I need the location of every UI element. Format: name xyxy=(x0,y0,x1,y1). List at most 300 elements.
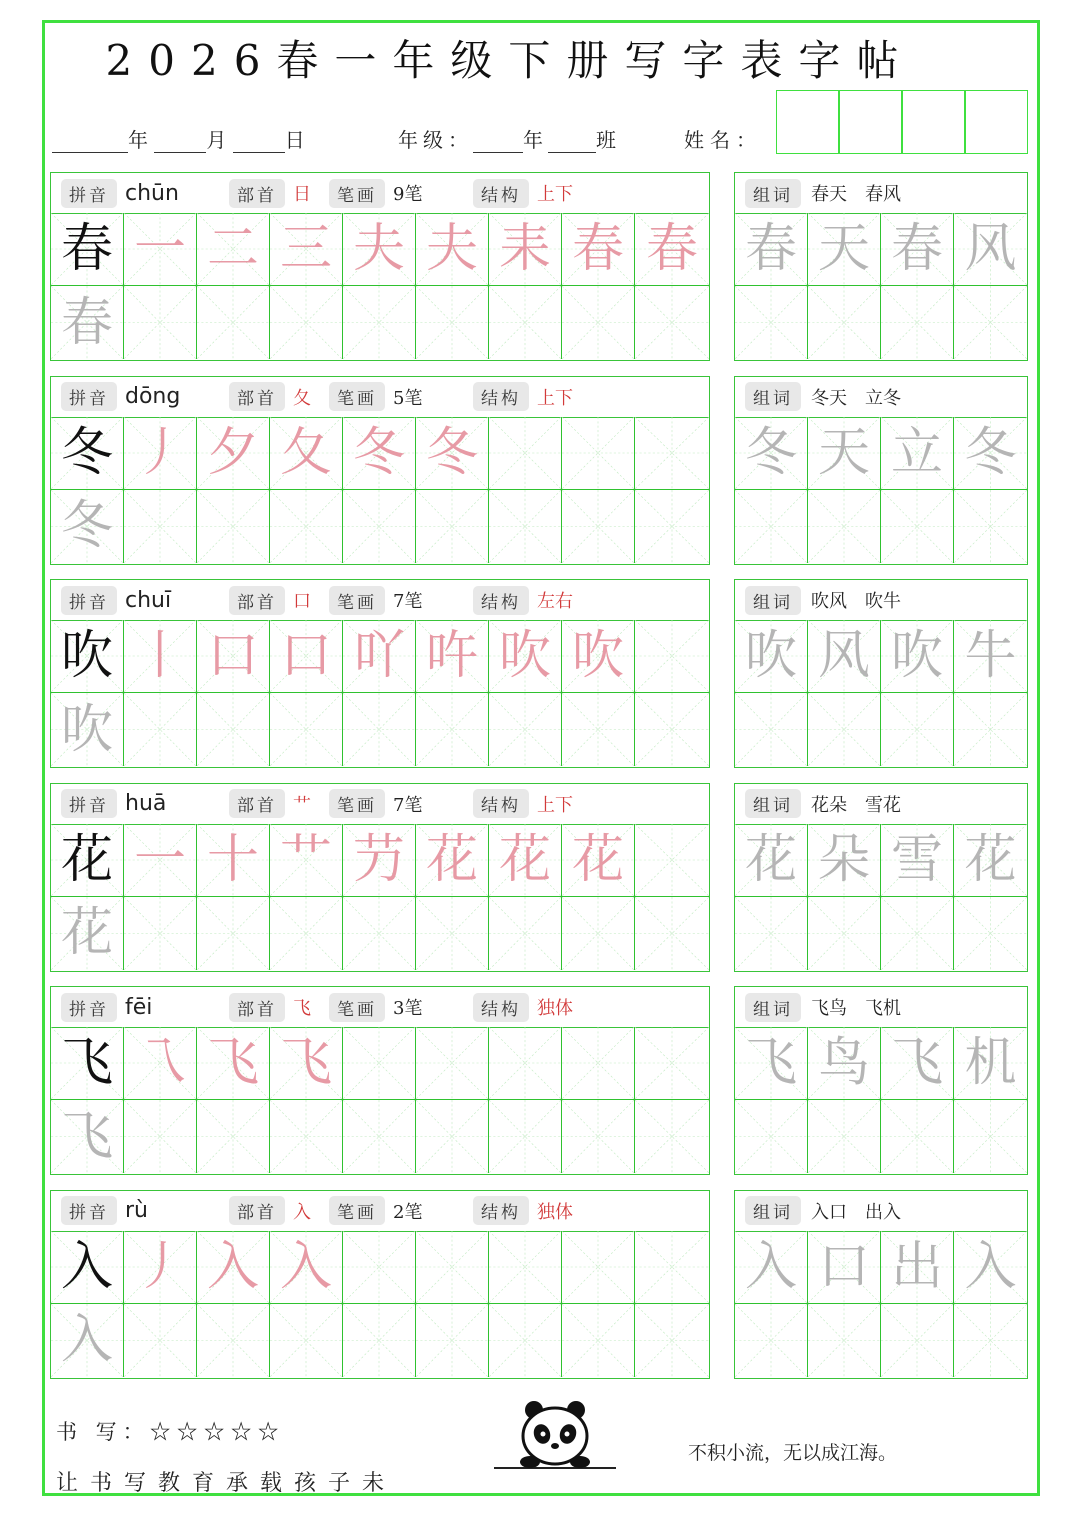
char-practice-block xyxy=(50,376,710,565)
word-cell[interactable] xyxy=(735,897,808,970)
practice-cell[interactable] xyxy=(270,824,343,897)
grade-year-blank[interactable] xyxy=(473,132,523,153)
practice-cell[interactable] xyxy=(562,1027,635,1100)
word-trace-character: 冬 xyxy=(744,422,797,483)
practice-cell[interactable] xyxy=(635,490,709,563)
practice-cell[interactable] xyxy=(197,490,270,563)
word-cell[interactable] xyxy=(808,1231,881,1304)
word-cell[interactable] xyxy=(735,490,808,563)
word-cell[interactable] xyxy=(735,286,808,359)
practice-cell[interactable] xyxy=(562,417,635,490)
practice-cell[interactable] xyxy=(124,1304,197,1377)
word-cell[interactable] xyxy=(954,213,1027,286)
practice-cell[interactable] xyxy=(416,1231,489,1304)
practice-cell[interactable] xyxy=(635,286,709,359)
word-row xyxy=(735,490,1027,563)
tianzige-guide xyxy=(416,286,488,359)
words-tag: 组词 xyxy=(745,586,801,615)
practice-cell[interactable] xyxy=(197,824,270,897)
structure-tag: 结构 xyxy=(473,993,529,1022)
practice-cell[interactable] xyxy=(270,213,343,286)
practice-cell[interactable] xyxy=(489,1231,562,1304)
words-tag: 组词 xyxy=(745,789,801,818)
practice-cell[interactable] xyxy=(489,490,562,563)
practice-cell[interactable] xyxy=(416,1100,489,1173)
word-trace-character: 冬 xyxy=(964,422,1017,483)
stroke-step-character: 冬 xyxy=(352,422,405,483)
practice-cell[interactable] xyxy=(197,213,270,286)
tianzige-guide xyxy=(489,417,561,489)
practice-cell[interactable] xyxy=(270,286,343,359)
practice-cell[interactable] xyxy=(343,417,416,490)
words-value: 入口 出入 xyxy=(811,1201,901,1223)
word-cell[interactable] xyxy=(808,620,881,693)
word-practice-block xyxy=(734,783,1028,972)
stroke-step-character: 艹 xyxy=(279,829,332,890)
practice-cell[interactable] xyxy=(197,417,270,490)
word-trace-character: 春 xyxy=(890,219,943,279)
practice-cell[interactable] xyxy=(124,286,197,359)
word-trace-character: 天 xyxy=(817,219,870,279)
year-blank[interactable] xyxy=(52,132,128,153)
practice-row xyxy=(51,286,709,359)
practice-cell[interactable] xyxy=(489,824,562,897)
practice-cell[interactable] xyxy=(416,897,489,970)
practice-cell[interactable] xyxy=(270,1304,343,1377)
stroke-step-character: 花 xyxy=(498,829,551,890)
practice-cell[interactable] xyxy=(635,693,709,766)
practice-cell[interactable] xyxy=(635,620,709,693)
stroke-step-character: 吹 xyxy=(571,626,624,686)
practice-cell[interactable] xyxy=(416,1027,489,1100)
word-row xyxy=(735,417,1027,490)
practice-cell[interactable] xyxy=(562,286,635,359)
practice-cell[interactable] xyxy=(416,693,489,766)
char-info-bar xyxy=(51,377,709,418)
practice-cell[interactable] xyxy=(635,213,709,286)
radical-value: 入 xyxy=(293,1201,311,1223)
structure-value: 独体 xyxy=(537,1201,573,1223)
class-blank[interactable] xyxy=(548,132,596,153)
practice-cell[interactable] xyxy=(124,1027,197,1100)
tianzige-guide xyxy=(881,897,953,970)
practice-cell[interactable] xyxy=(343,620,416,693)
word-practice-block xyxy=(734,986,1028,1175)
word-cell[interactable] xyxy=(881,1027,954,1100)
tianzige-guide xyxy=(954,1304,1027,1377)
word-trace-character: 牛 xyxy=(964,626,1017,686)
stroke-step-character: 花 xyxy=(571,829,624,890)
words-tag: 组词 xyxy=(745,382,801,411)
word-cell[interactable] xyxy=(881,213,954,286)
tianzige-guide xyxy=(124,286,196,359)
practice-cell[interactable] xyxy=(416,417,489,490)
word-trace-character: 飞 xyxy=(744,1033,797,1093)
words-value: 花朵 雪花 xyxy=(811,794,901,816)
word-practice-block xyxy=(734,579,1028,768)
word-cell[interactable] xyxy=(881,1231,954,1304)
strokes-value: 2笔 xyxy=(393,1201,423,1223)
tianzige-guide xyxy=(489,490,561,563)
practice-cell[interactable] xyxy=(416,490,489,563)
word-cell[interactable] xyxy=(735,1231,808,1304)
tianzige-guide xyxy=(124,490,196,563)
tianzige-guide xyxy=(124,897,196,970)
char-practice-block xyxy=(50,783,710,972)
practice-cell[interactable] xyxy=(635,1231,709,1304)
practice-cell[interactable] xyxy=(343,897,416,970)
practice-cell[interactable] xyxy=(197,620,270,693)
stroke-step-character: 飞 xyxy=(279,1033,332,1093)
tianzige-guide xyxy=(735,286,807,359)
name-box[interactable] xyxy=(965,90,1028,154)
tianzige-guide xyxy=(881,1304,953,1377)
word-row xyxy=(735,1231,1027,1304)
word-cell[interactable] xyxy=(954,1304,1027,1377)
month-blank[interactable] xyxy=(154,132,206,153)
practice-cell[interactable] xyxy=(51,620,124,693)
practice-cell[interactable] xyxy=(124,824,197,897)
word-cell[interactable] xyxy=(735,693,808,766)
tianzige-guide xyxy=(954,897,1027,970)
word-cell[interactable] xyxy=(881,897,954,970)
practice-cell[interactable] xyxy=(489,1304,562,1377)
structure-value: 左右 xyxy=(537,591,573,612)
practice-cell[interactable] xyxy=(635,1100,709,1173)
strokes-tag: 笔画 xyxy=(329,586,385,615)
tianzige-guide xyxy=(416,1304,488,1377)
word-info-bar xyxy=(735,580,1027,621)
practice-cell[interactable] xyxy=(124,1100,197,1173)
word-cell[interactable] xyxy=(954,620,1027,693)
tianzige-guide xyxy=(343,1027,415,1099)
practice-cell[interactable] xyxy=(51,1100,124,1173)
word-cell[interactable] xyxy=(881,286,954,359)
practice-cell[interactable] xyxy=(51,1231,124,1304)
day-label: 日 xyxy=(284,128,305,152)
tianzige-guide xyxy=(562,1027,634,1099)
tianzige-guide xyxy=(489,1304,561,1377)
practice-cell[interactable] xyxy=(270,1027,343,1100)
practice-cell[interactable] xyxy=(197,1231,270,1304)
tianzige-guide xyxy=(735,490,807,563)
tianzige-guide xyxy=(808,897,880,970)
word-cell[interactable] xyxy=(954,693,1027,766)
char-practice-block xyxy=(50,986,710,1175)
practice-cell[interactable] xyxy=(270,1231,343,1304)
practice-cell[interactable] xyxy=(635,1304,709,1377)
practice-cell[interactable] xyxy=(635,824,709,897)
practice-cell[interactable] xyxy=(124,693,197,766)
tianzige-guide xyxy=(635,286,709,359)
word-trace-character: 机 xyxy=(964,1033,1017,1093)
pinyin-value: huā xyxy=(125,791,167,816)
stroke-step-character: 夂 xyxy=(279,422,332,483)
practice-cell[interactable] xyxy=(489,286,562,359)
word-trace-character: 飞 xyxy=(890,1033,943,1093)
tianzige-guide xyxy=(416,1231,488,1303)
word-cell[interactable] xyxy=(954,1027,1027,1100)
word-cell[interactable] xyxy=(881,1304,954,1377)
tianzige-guide xyxy=(416,1100,488,1173)
tianzige-guide xyxy=(197,1304,269,1377)
word-cell[interactable] xyxy=(881,490,954,563)
pinyin-value: rù xyxy=(125,1198,148,1223)
practice-cell[interactable] xyxy=(124,897,197,970)
model-character: 吹 xyxy=(60,626,113,686)
word-cell[interactable] xyxy=(954,490,1027,563)
tianzige-guide xyxy=(489,1231,561,1303)
practice-cell[interactable] xyxy=(51,693,124,766)
practice-cell[interactable] xyxy=(51,897,124,970)
practice-cell[interactable] xyxy=(51,824,124,897)
word-cell[interactable] xyxy=(954,417,1027,490)
practice-cell[interactable] xyxy=(197,1100,270,1173)
word-cell[interactable] xyxy=(954,1231,1027,1304)
tianzige-guide xyxy=(124,1304,196,1377)
word-trace-character: 口 xyxy=(817,1236,870,1297)
tianzige-guide xyxy=(489,897,561,970)
practice-cell[interactable] xyxy=(489,897,562,970)
word-cell[interactable] xyxy=(735,417,808,490)
words-value: 冬天 立冬 xyxy=(811,387,901,409)
practice-cell[interactable] xyxy=(416,213,489,286)
trace-character: 飞 xyxy=(60,1106,113,1167)
word-cell[interactable] xyxy=(881,620,954,693)
tianzige-guide xyxy=(954,490,1027,563)
pinyin-tag: 拼音 xyxy=(61,1196,117,1225)
day-blank[interactable] xyxy=(233,132,285,153)
tianzige-guide xyxy=(808,490,880,563)
practice-cell[interactable] xyxy=(343,693,416,766)
tianzige-guide xyxy=(635,490,709,563)
practice-cell[interactable] xyxy=(343,1304,416,1377)
practice-cell[interactable] xyxy=(562,213,635,286)
pinyin-value: fēi xyxy=(125,994,153,1020)
word-cell[interactable] xyxy=(735,620,808,693)
practice-cell[interactable] xyxy=(270,417,343,490)
practice-cell[interactable] xyxy=(489,417,562,490)
practice-cell[interactable] xyxy=(635,897,709,970)
name-label: 姓名： xyxy=(684,128,762,152)
practice-cell[interactable] xyxy=(562,897,635,970)
practice-cell[interactable] xyxy=(124,490,197,563)
practice-cell[interactable] xyxy=(197,1027,270,1100)
model-character: 入 xyxy=(60,1236,113,1297)
radical-tag: 部首 xyxy=(229,179,285,208)
name-boxes[interactable] xyxy=(776,90,1028,154)
word-info-bar xyxy=(735,377,1027,418)
tianzige-guide xyxy=(489,1027,561,1099)
grade-line xyxy=(398,124,621,153)
practice-cell[interactable] xyxy=(270,897,343,970)
quote: 不积小流，无以成江海。 xyxy=(688,1442,898,1464)
practice-cell[interactable] xyxy=(197,693,270,766)
word-trace-character: 风 xyxy=(964,219,1017,279)
practice-cell[interactable] xyxy=(343,286,416,359)
practice-cell[interactable] xyxy=(51,490,124,563)
word-cell[interactable] xyxy=(881,824,954,897)
practice-cell[interactable] xyxy=(343,824,416,897)
word-cell[interactable] xyxy=(808,490,881,563)
stroke-step-character: 春 xyxy=(571,219,624,279)
practice-cell[interactable] xyxy=(51,213,124,286)
practice-cell[interactable] xyxy=(416,286,489,359)
word-cell[interactable] xyxy=(735,1027,808,1100)
word-cell[interactable] xyxy=(808,693,881,766)
word-cell[interactable] xyxy=(808,897,881,970)
writing-rating: 书 写：☆☆☆☆☆ xyxy=(56,1420,285,1444)
pinyin-tag: 拼音 xyxy=(61,993,117,1022)
model-character: 飞 xyxy=(60,1033,113,1093)
word-cell[interactable] xyxy=(735,1304,808,1377)
practice-cell[interactable] xyxy=(270,620,343,693)
practice-cell[interactable] xyxy=(197,1304,270,1377)
structure-tag: 结构 xyxy=(473,382,529,411)
tianzige-guide xyxy=(562,286,634,359)
radical-tag: 部首 xyxy=(229,993,285,1022)
tianzige-guide xyxy=(197,490,269,563)
word-cell[interactable] xyxy=(954,286,1027,359)
practice-cell[interactable] xyxy=(51,1027,124,1100)
words-value: 吹风 吹牛 xyxy=(811,591,901,612)
practice-cell[interactable] xyxy=(197,897,270,970)
strokes-tag: 笔画 xyxy=(329,993,385,1022)
radical-tag: 部首 xyxy=(229,1196,285,1225)
practice-cell[interactable] xyxy=(416,1304,489,1377)
practice-row xyxy=(51,490,709,563)
practice-cell[interactable] xyxy=(343,490,416,563)
tianzige-guide xyxy=(881,693,953,766)
practice-cell[interactable] xyxy=(124,213,197,286)
word-trace-character: 鸟 xyxy=(817,1033,870,1093)
practice-cell[interactable] xyxy=(562,1304,635,1377)
practice-cell[interactable] xyxy=(489,213,562,286)
tianzige-guide xyxy=(562,897,634,970)
name-box[interactable] xyxy=(902,90,965,154)
stroke-step-character: 耒 xyxy=(498,219,551,279)
practice-cell[interactable] xyxy=(270,693,343,766)
practice-cell[interactable] xyxy=(416,824,489,897)
word-cell[interactable] xyxy=(808,286,881,359)
name-box[interactable] xyxy=(839,90,902,154)
word-cell[interactable] xyxy=(808,417,881,490)
radical-value: 飞 xyxy=(293,998,311,1019)
practice-cell[interactable] xyxy=(270,490,343,563)
practice-cell[interactable] xyxy=(343,1027,416,1100)
practice-cell[interactable] xyxy=(51,417,124,490)
practice-cell[interactable] xyxy=(416,620,489,693)
practice-cell[interactable] xyxy=(343,1231,416,1304)
stroke-step-character: 十 xyxy=(206,829,259,890)
practice-cell[interactable] xyxy=(489,620,562,693)
tianzige-guide xyxy=(635,417,709,489)
pinyin-value: dōng xyxy=(125,384,181,409)
practice-row xyxy=(51,1304,709,1377)
practice-cell[interactable] xyxy=(124,1231,197,1304)
word-row xyxy=(735,1027,1027,1100)
strokes-value: 7笔 xyxy=(393,794,423,816)
word-trace-character: 春 xyxy=(744,219,797,279)
practice-cell[interactable] xyxy=(489,1100,562,1173)
word-trace-character: 花 xyxy=(744,829,797,890)
practice-cell[interactable] xyxy=(562,490,635,563)
word-cell[interactable] xyxy=(735,824,808,897)
word-cell[interactable] xyxy=(881,417,954,490)
practice-cell[interactable] xyxy=(489,693,562,766)
word-cell[interactable] xyxy=(808,213,881,286)
practice-cell[interactable] xyxy=(562,1231,635,1304)
tianzige-guide xyxy=(343,693,415,766)
word-cell[interactable] xyxy=(881,693,954,766)
name-box[interactable] xyxy=(776,90,839,154)
grade-year-label: 年 xyxy=(523,128,548,152)
pinyin-value: chūn xyxy=(125,180,179,206)
word-trace-character: 花 xyxy=(964,829,1017,890)
word-cell[interactable] xyxy=(735,1100,808,1173)
practice-cell[interactable] xyxy=(51,286,124,359)
practice-cell[interactable] xyxy=(51,1304,124,1377)
word-cell[interactable] xyxy=(808,1100,881,1173)
pinyin-tag: 拼音 xyxy=(61,789,117,818)
word-trace-character: 朵 xyxy=(817,829,870,890)
word-cell[interactable] xyxy=(808,1304,881,1377)
char-info-bar xyxy=(51,1191,709,1232)
practice-cell[interactable] xyxy=(124,620,197,693)
word-cell[interactable] xyxy=(954,1100,1027,1173)
practice-cell[interactable] xyxy=(197,286,270,359)
word-cell[interactable] xyxy=(881,1100,954,1173)
tianzige-guide xyxy=(489,286,561,359)
practice-row xyxy=(51,1027,709,1100)
practice-cell[interactable] xyxy=(489,1027,562,1100)
tianzige-guide xyxy=(954,1100,1027,1173)
word-row xyxy=(735,620,1027,693)
practice-cell[interactable] xyxy=(270,1100,343,1173)
pinyin-value: chuī xyxy=(125,587,172,613)
word-cell[interactable] xyxy=(808,824,881,897)
practice-cell[interactable] xyxy=(343,213,416,286)
pinyin-tag: 拼音 xyxy=(61,586,117,615)
tianzige-guide xyxy=(881,1100,953,1173)
model-character: 冬 xyxy=(60,422,113,483)
pinyin-tag: 拼音 xyxy=(61,382,117,411)
practice-cell[interactable] xyxy=(562,824,635,897)
practice-cell[interactable] xyxy=(635,1027,709,1100)
word-trace-character: 风 xyxy=(817,626,870,686)
practice-cell[interactable] xyxy=(343,1100,416,1173)
word-cell[interactable] xyxy=(735,213,808,286)
word-cell[interactable] xyxy=(954,824,1027,897)
practice-cell[interactable] xyxy=(562,693,635,766)
word-row xyxy=(735,1304,1027,1377)
grade-label: 年级： xyxy=(398,128,473,152)
structure-tag: 结构 xyxy=(473,179,529,208)
tianzige-guide xyxy=(808,1100,880,1173)
stroke-step-character: 夕 xyxy=(206,422,259,483)
tianzige-guide xyxy=(489,1100,561,1173)
practice-cell[interactable] xyxy=(635,417,709,490)
tianzige-guide xyxy=(343,490,415,563)
practice-cell[interactable] xyxy=(562,620,635,693)
stroke-step-character: 二 xyxy=(206,219,259,279)
panda-icon xyxy=(494,1398,616,1472)
practice-cell[interactable] xyxy=(124,417,197,490)
tianzige-guide xyxy=(562,693,634,766)
practice-cell[interactable] xyxy=(562,1100,635,1173)
word-cell[interactable] xyxy=(808,1027,881,1100)
word-cell[interactable] xyxy=(954,897,1027,970)
